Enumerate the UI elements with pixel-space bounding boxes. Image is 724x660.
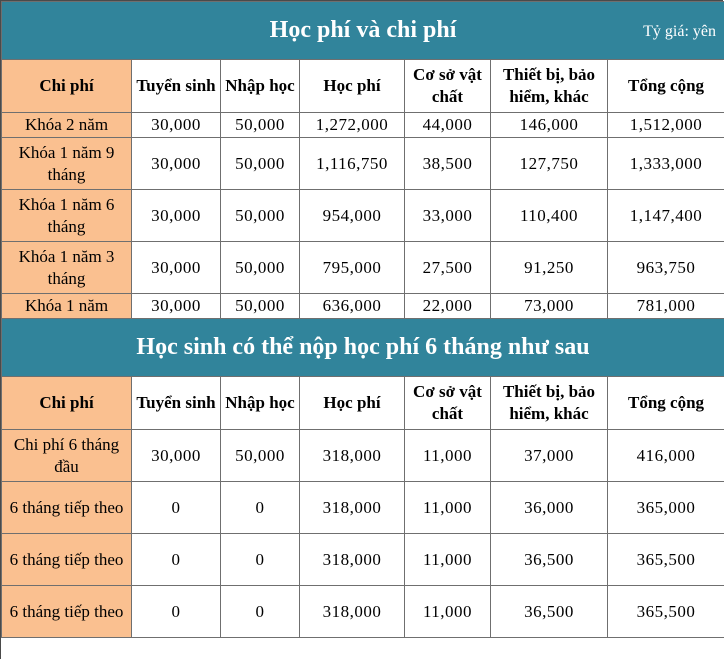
section1-title: Học phí và chi phí xyxy=(269,17,457,43)
equipment-fee: 91,250 xyxy=(491,242,608,294)
enrollment-fee: 30,000 xyxy=(132,294,221,319)
row-label: Khóa 1 năm 9 tháng xyxy=(2,138,132,190)
section1-header-row xyxy=(2,60,724,113)
total-fee: 416,000 xyxy=(608,430,724,482)
equipment-fee: 36,000 xyxy=(491,482,608,534)
equipment-fee: 73,000 xyxy=(491,294,608,319)
admission-fee: 0 xyxy=(221,534,300,586)
section1-title-row xyxy=(2,2,724,60)
tuition-fee: 318,000 xyxy=(300,534,405,586)
admission-fee: 0 xyxy=(221,586,300,638)
total-fee: 1,512,000 xyxy=(608,113,724,138)
equipment-fee: 36,500 xyxy=(491,586,608,638)
header-cost: Chi phí xyxy=(2,377,132,430)
section2-title: Học sinh có thể nộp học phí 6 tháng như sau xyxy=(2,319,724,377)
tuition-fee: 636,000 xyxy=(300,294,405,319)
header-equipment: Thiết bị, bảo hiểm, khác xyxy=(491,60,608,113)
header-admission: Nhập học xyxy=(221,377,300,430)
tuition-fee: 795,000 xyxy=(300,242,405,294)
table-row xyxy=(2,294,724,319)
tuition-fee: 954,000 xyxy=(300,190,405,242)
table-row xyxy=(2,138,724,190)
total-fee: 365,500 xyxy=(608,586,724,638)
row-label: 6 tháng tiếp theo xyxy=(2,586,132,638)
table-row xyxy=(2,534,724,586)
equipment-fee: 36,500 xyxy=(491,534,608,586)
exchange-rate-note: Tỷ giá: yên xyxy=(643,23,717,40)
header-facility: Cơ sở vật chất xyxy=(405,377,491,430)
header-total: Tổng cộng xyxy=(608,377,724,430)
enrollment-fee: 30,000 xyxy=(132,430,221,482)
total-fee: 1,147,400 xyxy=(608,190,724,242)
equipment-fee: 146,000 xyxy=(491,113,608,138)
facility-fee: 11,000 xyxy=(405,534,491,586)
tuition-fee: 318,000 xyxy=(300,586,405,638)
header-tuition: Học phí xyxy=(300,60,405,113)
admission-fee: 50,000 xyxy=(221,430,300,482)
row-label: 6 tháng tiếp theo xyxy=(2,534,132,586)
table-row xyxy=(2,190,724,242)
section2-header-row xyxy=(2,377,724,430)
facility-fee: 11,000 xyxy=(405,430,491,482)
total-fee: 365,500 xyxy=(608,534,724,586)
total-fee: 1,333,000 xyxy=(608,138,724,190)
facility-fee: 11,000 xyxy=(405,586,491,638)
admission-fee: 50,000 xyxy=(221,294,300,319)
section1-title-cell xyxy=(2,2,724,60)
row-label: Khóa 1 năm 6 tháng xyxy=(2,190,132,242)
admission-fee: 50,000 xyxy=(221,138,300,190)
facility-fee: 33,000 xyxy=(405,190,491,242)
tuition-fee: 1,272,000 xyxy=(300,113,405,138)
facility-fee: 11,000 xyxy=(405,482,491,534)
table-row xyxy=(2,586,724,638)
admission-fee: 50,000 xyxy=(221,190,300,242)
enrollment-fee: 30,000 xyxy=(132,113,221,138)
row-label: Khóa 1 năm 3 tháng xyxy=(2,242,132,294)
enrollment-fee: 0 xyxy=(132,586,221,638)
table-row xyxy=(2,430,724,482)
equipment-fee: 127,750 xyxy=(491,138,608,190)
row-label: Khóa 1 năm xyxy=(2,294,132,319)
header-enrollment: Tuyển sinh xyxy=(132,60,221,113)
enrollment-fee: 0 xyxy=(132,534,221,586)
admission-fee: 50,000 xyxy=(221,113,300,138)
row-label: Khóa 2 năm xyxy=(2,113,132,138)
table-row xyxy=(2,242,724,294)
total-fee: 365,000 xyxy=(608,482,724,534)
total-fee: 781,000 xyxy=(608,294,724,319)
equipment-fee: 110,400 xyxy=(491,190,608,242)
row-label: Chi phí 6 tháng đầu xyxy=(2,430,132,482)
facility-fee: 27,500 xyxy=(405,242,491,294)
header-enrollment: Tuyển sinh xyxy=(132,377,221,430)
tuition-fee: 318,000 xyxy=(300,430,405,482)
header-total: Tổng cộng xyxy=(608,60,724,113)
equipment-fee: 37,000 xyxy=(491,430,608,482)
header-tuition: Học phí xyxy=(300,377,405,430)
header-admission: Nhập học xyxy=(221,60,300,113)
header-cost: Chi phí xyxy=(2,60,132,113)
row-label: 6 tháng tiếp theo xyxy=(2,482,132,534)
facility-fee: 44,000 xyxy=(405,113,491,138)
tuition-fee: 318,000 xyxy=(300,482,405,534)
fee-table xyxy=(1,1,724,638)
total-fee: 963,750 xyxy=(608,242,724,294)
tuition-fee: 1,116,750 xyxy=(300,138,405,190)
enrollment-fee: 30,000 xyxy=(132,190,221,242)
admission-fee: 0 xyxy=(221,482,300,534)
facility-fee: 22,000 xyxy=(405,294,491,319)
enrollment-fee: 0 xyxy=(132,482,221,534)
section2-title-row xyxy=(2,319,724,377)
header-facility: Cơ sở vật chất xyxy=(405,60,491,113)
table-row xyxy=(2,113,724,138)
enrollment-fee: 30,000 xyxy=(132,242,221,294)
admission-fee: 50,000 xyxy=(221,242,300,294)
table-row xyxy=(2,482,724,534)
enrollment-fee: 30,000 xyxy=(132,138,221,190)
header-equipment: Thiết bị, bảo hiểm, khác xyxy=(491,377,608,430)
facility-fee: 38,500 xyxy=(405,138,491,190)
